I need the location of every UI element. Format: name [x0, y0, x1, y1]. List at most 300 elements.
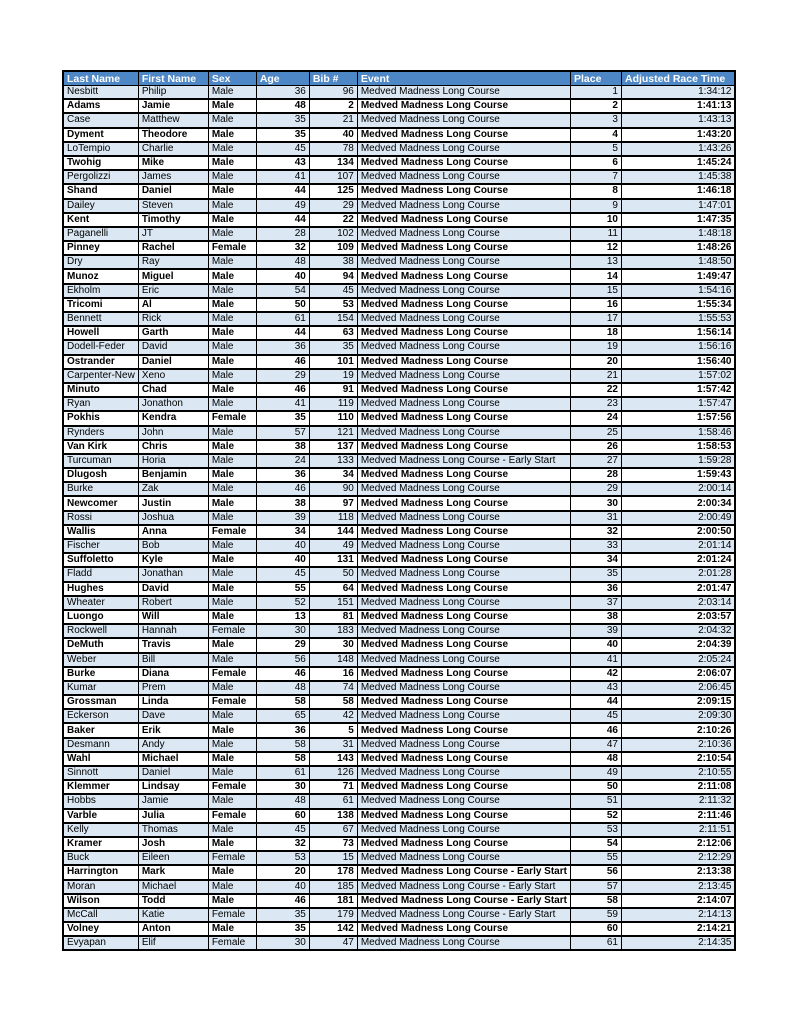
cell-adjusted_time: 2:10:55	[621, 766, 735, 780]
cell-event: Medved Madness Long Course	[357, 99, 570, 113]
result-row	[63, 284, 735, 298]
cell-adjusted_time: 1:43:26	[621, 142, 735, 156]
result-row	[63, 823, 735, 837]
cell-age: 48	[256, 681, 309, 695]
cell-last_name: Carpenter-New	[63, 369, 138, 383]
cell-event: Medved Madness Long Course	[357, 723, 570, 737]
cell-bib: 61	[309, 794, 357, 808]
result-row	[63, 653, 735, 667]
cell-last_name: Varble	[63, 809, 138, 823]
cell-adjusted_time: 1:57:42	[621, 383, 735, 397]
cell-age: 60	[256, 809, 309, 823]
cell-first_name: Steven	[138, 199, 208, 213]
cell-sex: Male	[208, 496, 256, 510]
result-row	[63, 695, 735, 709]
cell-age: 48	[256, 255, 309, 269]
result-row	[63, 340, 735, 354]
cell-last_name: Desmann	[63, 738, 138, 752]
column-header-first_name: First Name	[138, 71, 208, 86]
cell-adjusted_time: 2:11:32	[621, 794, 735, 808]
cell-adjusted_time: 2:09:30	[621, 709, 735, 723]
cell-adjusted_time: 1:43:13	[621, 113, 735, 127]
cell-last_name: Dry	[63, 255, 138, 269]
cell-adjusted_time: 1:54:16	[621, 284, 735, 298]
cell-first_name: Daniel	[138, 355, 208, 369]
cell-last_name: Dlugosh	[63, 468, 138, 482]
cell-sex: Male	[208, 383, 256, 397]
cell-sex: Male	[208, 113, 256, 127]
cell-sex: Male	[208, 86, 256, 100]
cell-bib: 67	[309, 823, 357, 837]
cell-place: 41	[570, 653, 621, 667]
cell-last_name: Pokhis	[63, 411, 138, 425]
cell-first_name: Rick	[138, 312, 208, 326]
cell-last_name: Kelly	[63, 823, 138, 837]
cell-age: 44	[256, 213, 309, 227]
cell-bib: 110	[309, 411, 357, 425]
cell-bib: 138	[309, 809, 357, 823]
cell-event: Medved Madness Long Course	[357, 809, 570, 823]
cell-bib: 19	[309, 369, 357, 383]
cell-event: Medved Madness Long Course	[357, 738, 570, 752]
result-row	[63, 482, 735, 496]
cell-place: 1	[570, 86, 621, 100]
cell-event: Medved Madness Long Course	[357, 298, 570, 312]
cell-sex: Male	[208, 128, 256, 142]
cell-place: 37	[570, 596, 621, 610]
cell-adjusted_time: 2:13:38	[621, 865, 735, 879]
cell-age: 38	[256, 496, 309, 510]
cell-last_name: Wallis	[63, 525, 138, 539]
cell-last_name: Hobbs	[63, 794, 138, 808]
cell-bib: 16	[309, 667, 357, 681]
cell-adjusted_time: 1:47:01	[621, 199, 735, 213]
cell-last_name: Moran	[63, 880, 138, 894]
cell-first_name: Josh	[138, 837, 208, 851]
cell-sex: Male	[208, 553, 256, 567]
cell-event: Medved Madness Long Course	[357, 213, 570, 227]
cell-adjusted_time: 1:59:43	[621, 468, 735, 482]
cell-first_name: Kyle	[138, 553, 208, 567]
cell-place: 47	[570, 738, 621, 752]
cell-event: Medved Madness Long Course	[357, 681, 570, 695]
cell-bib: 5	[309, 723, 357, 737]
cell-adjusted_time: 2:05:24	[621, 653, 735, 667]
cell-place: 61	[570, 936, 621, 950]
result-row	[63, 596, 735, 610]
cell-sex: Male	[208, 752, 256, 766]
cell-place: 13	[570, 255, 621, 269]
cell-sex: Male	[208, 355, 256, 369]
cell-last_name: Wheater	[63, 596, 138, 610]
cell-place: 60	[570, 922, 621, 936]
cell-adjusted_time: 1:45:38	[621, 170, 735, 184]
cell-bib: 73	[309, 837, 357, 851]
cell-first_name: Prem	[138, 681, 208, 695]
cell-first_name: Daniel	[138, 766, 208, 780]
cell-age: 49	[256, 199, 309, 213]
cell-last_name: Adams	[63, 99, 138, 113]
cell-age: 32	[256, 837, 309, 851]
cell-first_name: Horia	[138, 454, 208, 468]
cell-place: 12	[570, 241, 621, 255]
cell-place: 15	[570, 284, 621, 298]
cell-age: 34	[256, 525, 309, 539]
cell-age: 36	[256, 723, 309, 737]
cell-first_name: Mike	[138, 156, 208, 170]
cell-bib: 15	[309, 851, 357, 865]
cell-bib: 148	[309, 653, 357, 667]
cell-sex: Male	[208, 482, 256, 496]
cell-event: Medved Madness Long Course	[357, 766, 570, 780]
cell-event: Medved Madness Long Course	[357, 383, 570, 397]
cell-sex: Female	[208, 851, 256, 865]
cell-adjusted_time: 1:49:47	[621, 269, 735, 283]
cell-bib: 71	[309, 780, 357, 794]
cell-last_name: Tricomi	[63, 298, 138, 312]
cell-bib: 91	[309, 383, 357, 397]
cell-adjusted_time: 2:12:06	[621, 837, 735, 851]
cell-event: Medved Madness Long Course	[357, 255, 570, 269]
cell-last_name: Case	[63, 113, 138, 127]
cell-bib: 90	[309, 482, 357, 496]
cell-age: 24	[256, 454, 309, 468]
cell-sex: Male	[208, 738, 256, 752]
cell-place: 20	[570, 355, 621, 369]
cell-place: 5	[570, 142, 621, 156]
cell-age: 44	[256, 184, 309, 198]
cell-sex: Male	[208, 99, 256, 113]
result-row	[63, 553, 735, 567]
cell-sex: Female	[208, 908, 256, 922]
cell-first_name: JT	[138, 227, 208, 241]
cell-sex: Male	[208, 539, 256, 553]
cell-place: 56	[570, 865, 621, 879]
cell-bib: 119	[309, 397, 357, 411]
cell-age: 65	[256, 709, 309, 723]
cell-bib: 63	[309, 326, 357, 340]
cell-event: Medved Madness Long Course	[357, 582, 570, 596]
cell-sex: Female	[208, 667, 256, 681]
cell-place: 48	[570, 752, 621, 766]
cell-last_name: Eckerson	[63, 709, 138, 723]
result-row	[63, 511, 735, 525]
cell-bib: 144	[309, 525, 357, 539]
cell-adjusted_time: 1:48:18	[621, 227, 735, 241]
cell-event: Medved Madness Long Course	[357, 269, 570, 283]
cell-first_name: Jonathan	[138, 567, 208, 581]
result-row	[63, 667, 735, 681]
cell-sex: Male	[208, 610, 256, 624]
cell-bib: 45	[309, 284, 357, 298]
cell-bib: 42	[309, 709, 357, 723]
cell-bib: 74	[309, 681, 357, 695]
result-row	[63, 383, 735, 397]
cell-age: 46	[256, 355, 309, 369]
column-header-sex: Sex	[208, 71, 256, 86]
cell-place: 3	[570, 113, 621, 127]
cell-age: 48	[256, 99, 309, 113]
cell-place: 51	[570, 794, 621, 808]
result-row	[63, 298, 735, 312]
cell-last_name: Fladd	[63, 567, 138, 581]
cell-adjusted_time: 2:14:13	[621, 908, 735, 922]
cell-event: Medved Madness Long Course	[357, 355, 570, 369]
cell-adjusted_time: 1:45:24	[621, 156, 735, 170]
cell-adjusted_time: 1:43:20	[621, 128, 735, 142]
cell-first_name: James	[138, 170, 208, 184]
cell-place: 23	[570, 397, 621, 411]
cell-age: 56	[256, 653, 309, 667]
cell-age: 45	[256, 567, 309, 581]
cell-sex: Male	[208, 709, 256, 723]
cell-last_name: Hughes	[63, 582, 138, 596]
cell-bib: 2	[309, 99, 357, 113]
cell-last_name: Ryan	[63, 397, 138, 411]
cell-bib: 131	[309, 553, 357, 567]
cell-first_name: Robert	[138, 596, 208, 610]
cell-age: 46	[256, 482, 309, 496]
cell-place: 18	[570, 326, 621, 340]
cell-place: 55	[570, 851, 621, 865]
cell-first_name: Charlie	[138, 142, 208, 156]
cell-sex: Male	[208, 213, 256, 227]
cell-age: 38	[256, 440, 309, 454]
cell-event: Medved Madness Long Course	[357, 156, 570, 170]
cell-adjusted_time: 2:01:14	[621, 539, 735, 553]
cell-bib: 142	[309, 922, 357, 936]
cell-event: Medved Madness Long Course	[357, 86, 570, 100]
result-row	[63, 213, 735, 227]
cell-place: 33	[570, 539, 621, 553]
result-row	[63, 525, 735, 539]
cell-event: Medved Madness Long Course - Early Start	[357, 908, 570, 922]
cell-last_name: Rockwell	[63, 624, 138, 638]
cell-event: Medved Madness Long Course	[357, 128, 570, 142]
cell-event: Medved Madness Long Course - Early Start	[357, 454, 570, 468]
cell-first_name: Garth	[138, 326, 208, 340]
cell-sex: Male	[208, 681, 256, 695]
cell-bib: 58	[309, 695, 357, 709]
cell-place: 7	[570, 170, 621, 184]
cell-first_name: Xeno	[138, 369, 208, 383]
cell-age: 45	[256, 823, 309, 837]
cell-first_name: Bob	[138, 539, 208, 553]
cell-first_name: Justin	[138, 496, 208, 510]
cell-age: 36	[256, 86, 309, 100]
cell-place: 52	[570, 809, 621, 823]
cell-event: Medved Madness Long Course	[357, 426, 570, 440]
cell-bib: 31	[309, 738, 357, 752]
header-row	[63, 71, 735, 86]
cell-first_name: Theodore	[138, 128, 208, 142]
cell-bib: 64	[309, 582, 357, 596]
cell-place: 49	[570, 766, 621, 780]
cell-adjusted_time: 2:14:35	[621, 936, 735, 950]
cell-last_name: Dodell-Feder	[63, 340, 138, 354]
cell-place: 10	[570, 213, 621, 227]
cell-adjusted_time: 2:01:24	[621, 553, 735, 567]
cell-age: 35	[256, 922, 309, 936]
cell-age: 53	[256, 851, 309, 865]
result-row	[63, 411, 735, 425]
cell-last_name: Wilson	[63, 894, 138, 908]
cell-first_name: Rachel	[138, 241, 208, 255]
cell-age: 36	[256, 340, 309, 354]
cell-age: 50	[256, 298, 309, 312]
cell-bib: 118	[309, 511, 357, 525]
cell-last_name: Harrington	[63, 865, 138, 879]
cell-place: 11	[570, 227, 621, 241]
cell-bib: 107	[309, 170, 357, 184]
cell-last_name: Suffoletto	[63, 553, 138, 567]
cell-last_name: Burke	[63, 482, 138, 496]
result-row	[63, 681, 735, 695]
cell-bib: 137	[309, 440, 357, 454]
cell-place: 57	[570, 880, 621, 894]
cell-age: 44	[256, 326, 309, 340]
cell-event: Medved Madness Long Course	[357, 780, 570, 794]
cell-adjusted_time: 1:41:13	[621, 99, 735, 113]
cell-adjusted_time: 2:00:14	[621, 482, 735, 496]
cell-bib: 183	[309, 624, 357, 638]
cell-age: 58	[256, 695, 309, 709]
cell-first_name: Hannah	[138, 624, 208, 638]
cell-event: Medved Madness Long Course	[357, 227, 570, 241]
cell-place: 46	[570, 723, 621, 737]
cell-bib: 178	[309, 865, 357, 879]
cell-last_name: LoTempio	[63, 142, 138, 156]
cell-first_name: Elif	[138, 936, 208, 950]
cell-age: 29	[256, 638, 309, 652]
cell-sex: Male	[208, 880, 256, 894]
cell-last_name: Volney	[63, 922, 138, 936]
cell-adjusted_time: 1:47:35	[621, 213, 735, 227]
cell-first_name: Miguel	[138, 269, 208, 283]
cell-first_name: Will	[138, 610, 208, 624]
cell-last_name: Wahl	[63, 752, 138, 766]
cell-bib: 102	[309, 227, 357, 241]
cell-age: 46	[256, 894, 309, 908]
result-row	[63, 752, 735, 766]
cell-event: Medved Madness Long Course	[357, 794, 570, 808]
cell-adjusted_time: 2:04:32	[621, 624, 735, 638]
cell-event: Medved Madness Long Course	[357, 610, 570, 624]
cell-place: 14	[570, 269, 621, 283]
cell-place: 53	[570, 823, 621, 837]
cell-place: 50	[570, 780, 621, 794]
cell-event: Medved Madness Long Course	[357, 695, 570, 709]
cell-place: 30	[570, 496, 621, 510]
cell-event: Medved Madness Long Course - Early Start	[357, 865, 570, 879]
cell-last_name: Burke	[63, 667, 138, 681]
cell-sex: Male	[208, 454, 256, 468]
cell-first_name: Michael	[138, 880, 208, 894]
cell-last_name: Rynders	[63, 426, 138, 440]
result-row	[63, 199, 735, 213]
result-row	[63, 723, 735, 737]
cell-sex: Female	[208, 780, 256, 794]
cell-bib: 29	[309, 199, 357, 213]
cell-place: 28	[570, 468, 621, 482]
cell-first_name: David	[138, 340, 208, 354]
cell-place: 25	[570, 426, 621, 440]
cell-bib: 49	[309, 539, 357, 553]
cell-event: Medved Madness Long Course - Early Start	[357, 880, 570, 894]
cell-sex: Male	[208, 653, 256, 667]
result-row	[63, 468, 735, 482]
cell-sex: Male	[208, 269, 256, 283]
cell-age: 57	[256, 426, 309, 440]
cell-place: 27	[570, 454, 621, 468]
cell-adjusted_time: 2:11:51	[621, 823, 735, 837]
cell-sex: Male	[208, 582, 256, 596]
cell-bib: 50	[309, 567, 357, 581]
cell-last_name: Ekholm	[63, 284, 138, 298]
cell-first_name: Daniel	[138, 184, 208, 198]
cell-adjusted_time: 2:00:34	[621, 496, 735, 510]
cell-event: Medved Madness Long Course	[357, 525, 570, 539]
cell-event: Medved Madness Long Course	[357, 440, 570, 454]
cell-adjusted_time: 2:01:47	[621, 582, 735, 596]
cell-age: 35	[256, 128, 309, 142]
table-header	[63, 71, 735, 86]
cell-event: Medved Madness Long Course - Early Start	[357, 894, 570, 908]
cell-last_name: McCall	[63, 908, 138, 922]
cell-place: 38	[570, 610, 621, 624]
cell-event: Medved Madness Long Course	[357, 142, 570, 156]
cell-sex: Male	[208, 255, 256, 269]
cell-age: 48	[256, 794, 309, 808]
cell-place: 35	[570, 567, 621, 581]
cell-last_name: Kent	[63, 213, 138, 227]
cell-sex: Male	[208, 596, 256, 610]
cell-first_name: Erik	[138, 723, 208, 737]
cell-bib: 53	[309, 298, 357, 312]
cell-last_name: Newcomer	[63, 496, 138, 510]
cell-age: 30	[256, 624, 309, 638]
cell-bib: 151	[309, 596, 357, 610]
cell-sex: Female	[208, 411, 256, 425]
result-row	[63, 638, 735, 652]
cell-event: Medved Madness Long Course	[357, 496, 570, 510]
cell-first_name: Diana	[138, 667, 208, 681]
result-row	[63, 851, 735, 865]
cell-bib: 96	[309, 86, 357, 100]
cell-first_name: Chris	[138, 440, 208, 454]
cell-last_name: Minuto	[63, 383, 138, 397]
cell-first_name: Al	[138, 298, 208, 312]
cell-first_name: Dave	[138, 709, 208, 723]
cell-age: 35	[256, 908, 309, 922]
cell-age: 39	[256, 511, 309, 525]
cell-event: Medved Madness Long Course	[357, 752, 570, 766]
cell-age: 41	[256, 170, 309, 184]
cell-sex: Male	[208, 723, 256, 737]
column-header-adjusted_time: Adjusted Race Time	[621, 71, 735, 86]
cell-adjusted_time: 1:59:28	[621, 454, 735, 468]
result-row	[63, 142, 735, 156]
cell-first_name: Jamie	[138, 99, 208, 113]
column-header-event: Event	[357, 71, 570, 86]
cell-bib: 126	[309, 766, 357, 780]
cell-first_name: Kendra	[138, 411, 208, 425]
cell-event: Medved Madness Long Course	[357, 482, 570, 496]
cell-first_name: Eileen	[138, 851, 208, 865]
cell-age: 28	[256, 227, 309, 241]
cell-sex: Male	[208, 766, 256, 780]
result-row	[63, 539, 735, 553]
